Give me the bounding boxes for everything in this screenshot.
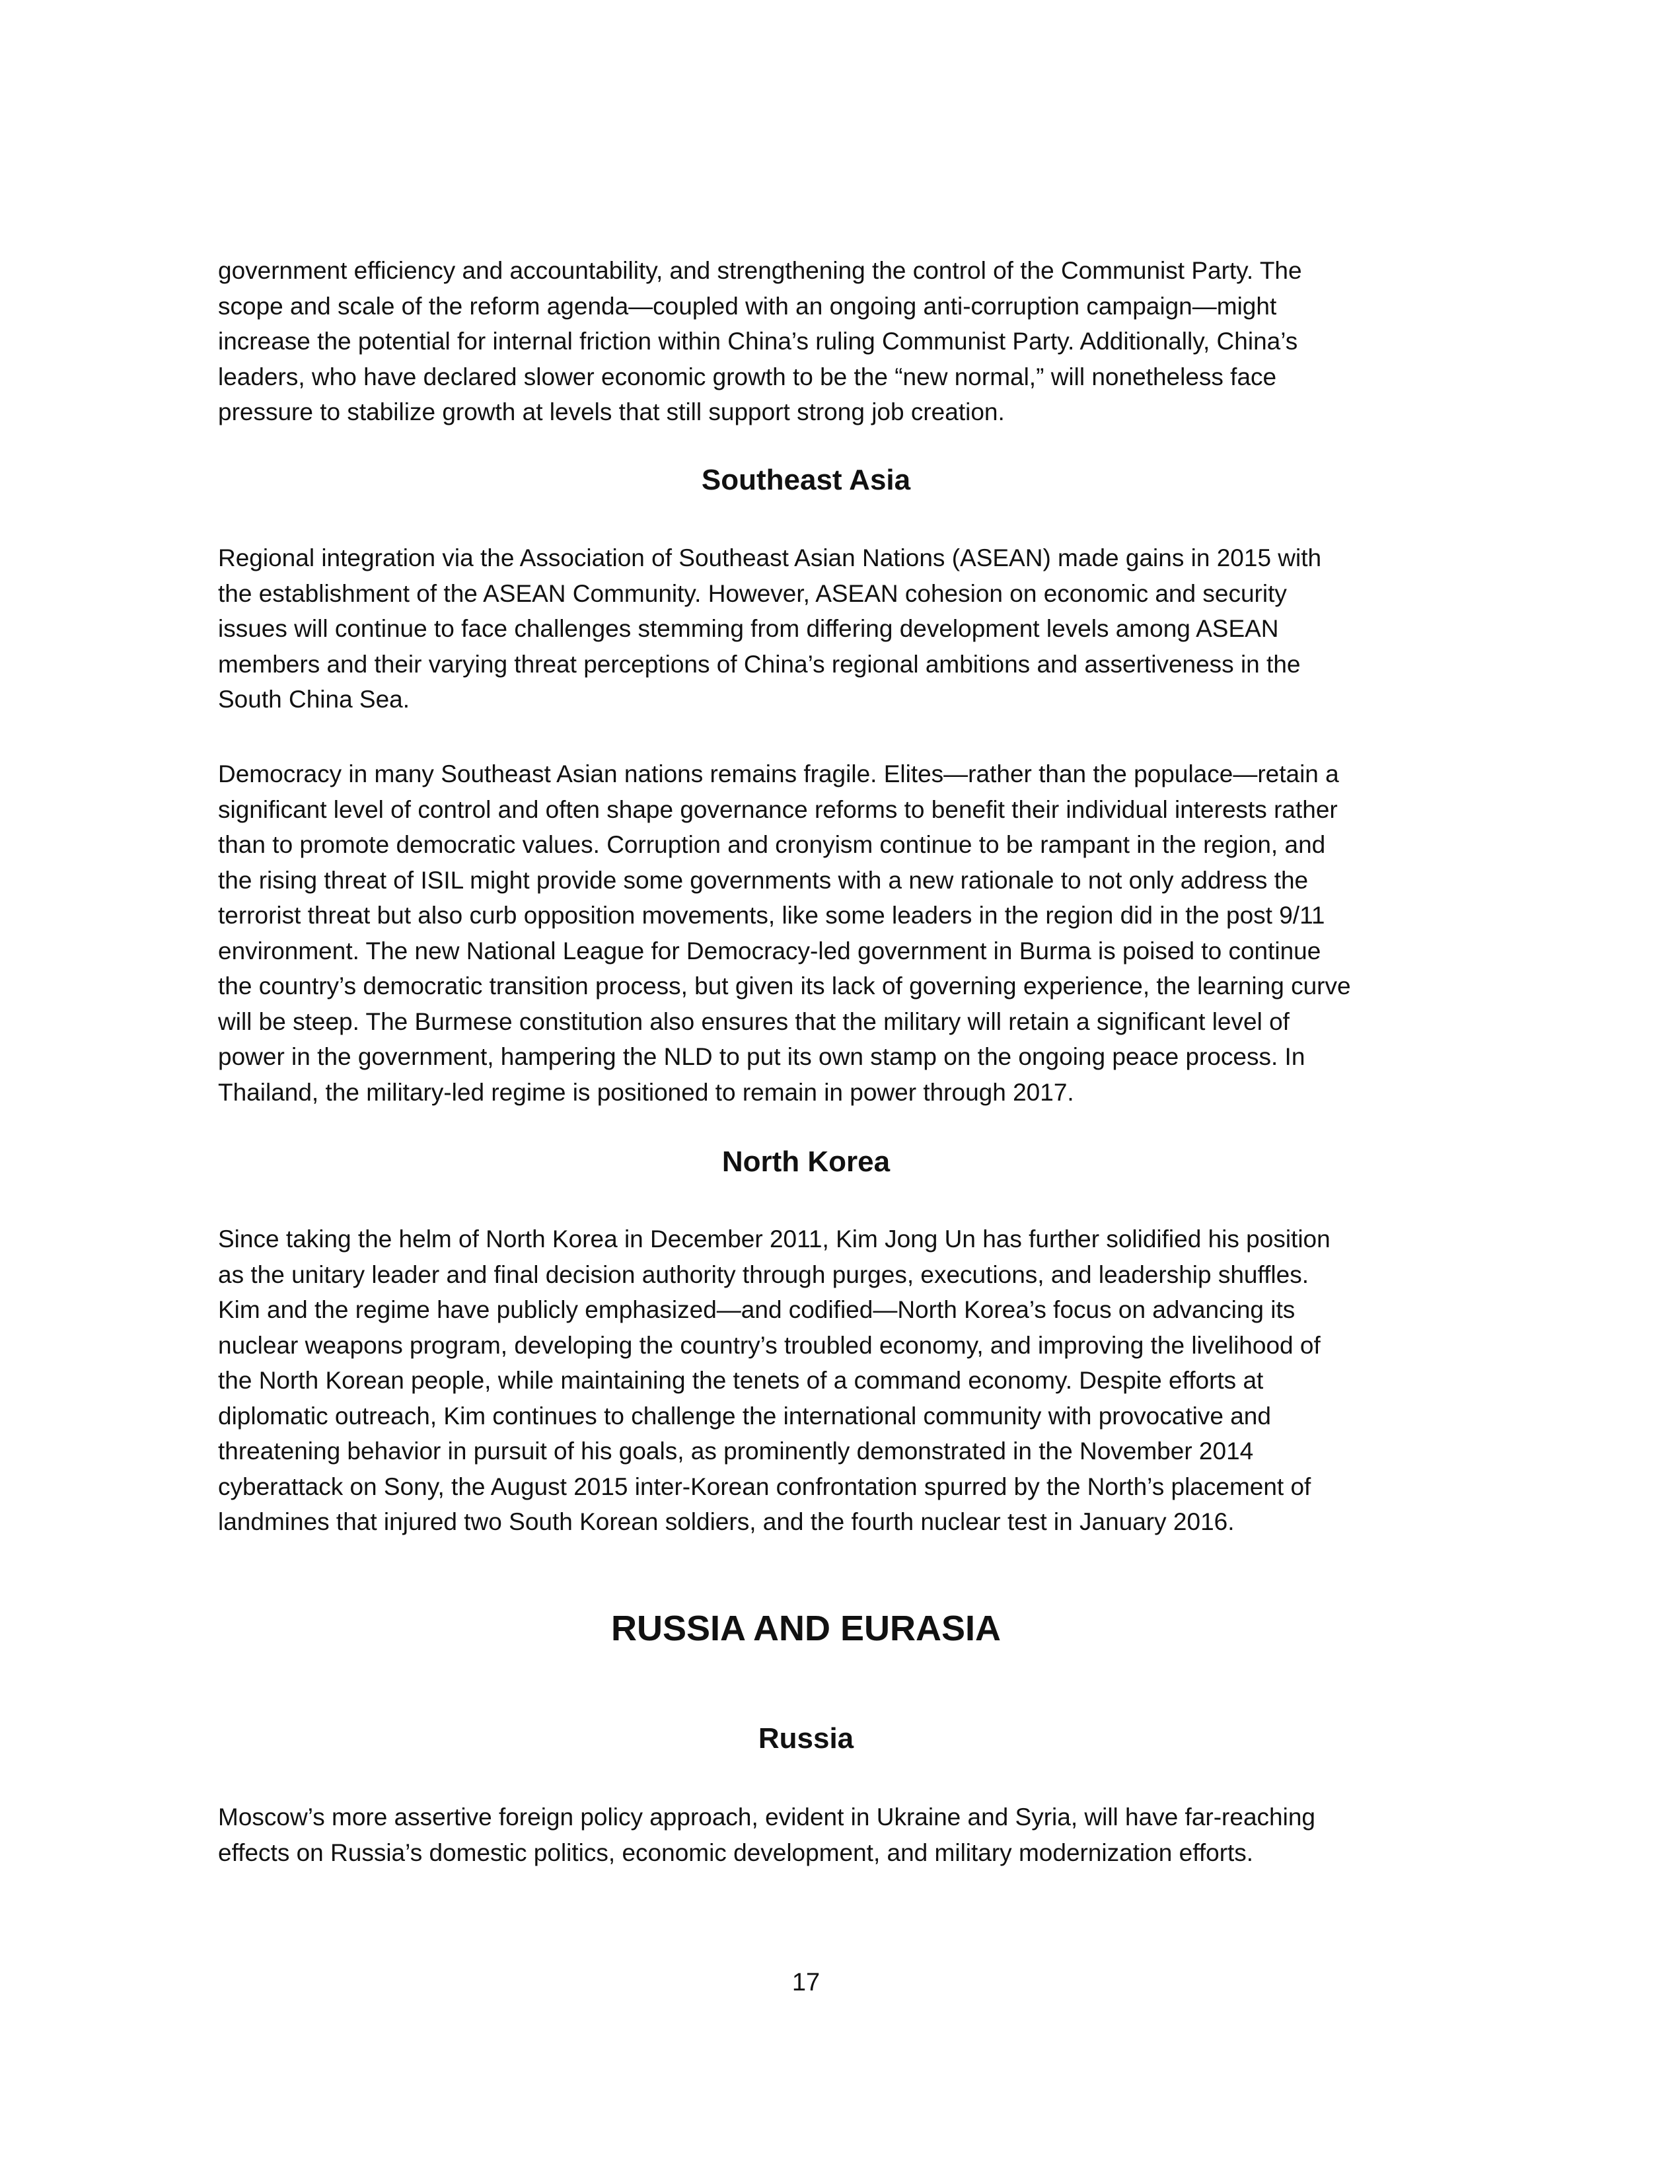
- text-line: increase the potential for internal friction within China’s ruling Communist Party. Additionally, China’s: [218, 328, 1298, 355]
- text-line: the North Korean people, while maintaining the tenets of a command economy. Despite efforts at: [218, 1367, 1264, 1394]
- text-line: members and their varying threat perceptions of China’s regional ambitions and assertiveness in the: [218, 650, 1301, 678]
- paragraph-intro: [218, 253, 1302, 430]
- text-line: cyberattack on Sony, the August 2015 inter-Korean confrontation spurred by the North’s placement of: [218, 1473, 1311, 1500]
- paragraph-north-korea: [218, 1221, 1331, 1540]
- text-line: Moscow’s more assertive foreign policy approach, evident in Ukraine and Syria, will have far-reaching: [218, 1803, 1315, 1831]
- text-line: issues will continue to face challenges stemming from differing development levels among ASEAN: [218, 615, 1279, 642]
- heading-russia: Russia: [758, 1722, 854, 1755]
- text-line: leaders, who have declared slower economic growth to be the “new normal,” will nonetheless face: [218, 363, 1277, 390]
- text-line: the establishment of the ASEAN Community. However, ASEAN cohesion on economic and security: [218, 579, 1287, 607]
- text-line: Since taking the helm of North Korea in December 2011, Kim Jong Un has further solidified his position: [218, 1225, 1331, 1253]
- text-line: power in the government, hampering the NLD to put its own stamp on the ongoing peace process. In: [218, 1043, 1305, 1070]
- text-line: diplomatic outreach, Kim continues to challenge the international community with provocative and: [218, 1402, 1271, 1430]
- text-line: government efficiency and accountability, and strengthening the control of the Communist Party. The: [218, 257, 1302, 284]
- text-line: will be steep. The Burmese constitution also ensures that the military will retain a significant level of: [218, 1007, 1290, 1035]
- text-line: South China Sea.: [218, 686, 410, 713]
- heading-north-korea: North Korea: [721, 1146, 891, 1178]
- text-line: pressure to stabilize growth at levels that still support strong job creation.: [218, 398, 1005, 425]
- paragraph-southeast-asia-1: [218, 540, 1321, 717]
- text-line: landmines that injured two South Korean soldiers, and the fourth nuclear test in January 2016.: [218, 1508, 1235, 1535]
- text-line: Democracy in many Southeast Asian nations remains fragile. Elites—rather than the populace—retain a: [218, 760, 1339, 787]
- text-line: nuclear weapons program, developing the country’s troubled economy, and improving the livelihood of: [218, 1331, 1321, 1359]
- text-line: as the unitary leader and final decision authority through purges, executions, and leadership shuffles.: [218, 1260, 1309, 1288]
- text-line: terrorist threat but also curb opposition movements, like some leaders in the region did in the post 9/11: [218, 902, 1325, 929]
- text-line: the country’s democratic transition process, but given its lack of governing experience, the learning curve: [218, 972, 1351, 1000]
- paragraph-southeast-asia-2: [218, 756, 1351, 1110]
- text-line: scope and scale of the reform agenda—coupled with an ongoing anti-corruption campaign—might: [218, 292, 1277, 320]
- text-line: significant level of control and often shape governance reforms to benefit their individual interests rather: [218, 795, 1338, 823]
- text-line: Kim and the regime have publicly emphasized—and codified—North Korea’s focus on advancing its: [218, 1296, 1296, 1323]
- text-line: Thailand, the military-led regime is positioned to remain in power through 2017.: [218, 1078, 1074, 1106]
- text-line: effects on Russia’s domestic politics, economic development, and military modernization efforts.: [218, 1838, 1254, 1866]
- text-line: than to promote democratic values. Corruption and cronyism continue to be rampant in the region, and: [218, 831, 1326, 858]
- heading-russia-and-eurasia: RUSSIA AND EURASIA: [610, 1609, 1002, 1648]
- text-line: environment. The new National League for Democracy-led government in Burma is poised to continue: [218, 937, 1321, 965]
- text-line: Regional integration via the Association of Southeast Asian Nations (ASEAN) made gains in 2015 with: [218, 544, 1322, 571]
- paragraph-russia: [218, 1800, 1315, 1870]
- text-line: the rising threat of ISIL might provide some governments with a new rationale to not only address the: [218, 866, 1309, 894]
- text-line: threatening behavior in pursuit of his goals, as prominently demonstrated in the November 2014: [218, 1438, 1254, 1465]
- heading-southeast-asia: Southeast Asia: [701, 464, 911, 496]
- page-number: 17: [791, 1969, 821, 1996]
